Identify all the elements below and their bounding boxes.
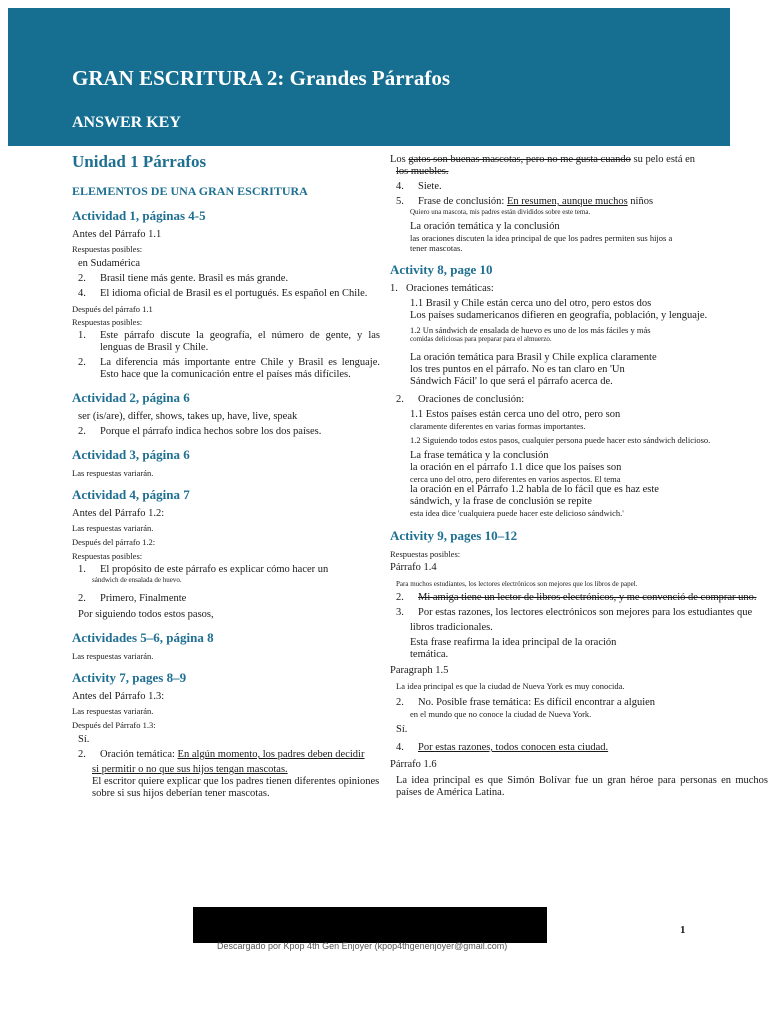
activities-5-6-heading: Actividades 5–6, página 8 [72,630,214,645]
answer-item: 2. Porque el párrafo indica hechos sobre los dos países. [78,426,322,437]
answer-line: Quiero una mascota, mis padres están divididos sobre este tema. [410,208,591,216]
left-column [72,152,380,800]
answer-item: 1. El propósito de este párrafo es explicar cómo hacer un [78,564,329,575]
answer-item: 4. Siete. [396,181,442,192]
answer-item: 2. Mi amiga tiene un lector de libros electrónicos, y me convenció de comprar uno. [396,592,757,603]
possible-answers-label: Respuestas posibles: [72,551,143,561]
answer-item: 2. La diferencia más importante entre Chile y Brasil es lenguaje. Esto hace que la comunicación entre el países más difíciles. [78,357,380,380]
activity-4-heading: Actividad 4, página 7 [72,487,190,502]
answer-line: claramente diferentes en varias formas importantes. [410,421,586,431]
answer-item: 3. Por estas razones, los lectores electrónicos son mejores para los estudiantes que [396,607,753,618]
activity-3-heading: Actividad 3, página 6 [72,447,190,462]
answer-line: 1.1 Brasil y Chile están cerca uno del otro, pero estos dos [410,298,652,309]
answer-item: 2. No. Posible frase temática: Es difícil encontrar a alguien [396,697,656,708]
possible-answers-label: Respuestas posibles: [72,244,143,254]
answer-line: Sí. [396,724,408,735]
answer-line: libros tradicionales. [410,622,493,633]
answer-line: Los países sudamericanos difieren en geografía, población, y lenguaje. [410,310,708,321]
answer-item: 2. Primero, Finalmente [78,593,187,604]
answer-line: en Sudamérica [78,258,141,269]
activity-2-heading: Actividad 2, página 6 [72,390,190,405]
activity-1-heading: Actividad 1, páginas 4-5 [72,208,206,223]
answer-line: Por siguiendo todos estos pasos, [78,609,214,620]
possible-answers-label: Respuestas posibles: [390,549,461,559]
after-paragraph-1-2: Después del párrafo 1.2: [72,537,156,547]
answer-line: si permitir o no que sus hijos tengan mascotas. [92,764,288,775]
right-column [390,154,768,799]
answer-line: las oraciones discuten la idea principal de que los padres permiten sus hijos a tener mascotas. [410,233,673,253]
paragraph-1-6-label: Párrafo 1.6 [390,759,437,770]
answer-line: en el mundo que no conoce la ciudad de Nueva York. [410,709,592,719]
answer-line: Las respuestas variarán. [72,523,154,533]
paragraph-1-5-label: Paragraph 1.5 [390,665,449,676]
after-paragraph-1-1: Después del párrafo 1.1 [72,304,153,314]
answer-line: La oración temática y la conclusión [410,221,560,232]
answer-line: Los gatos son buenas mascotas, pero no me gusta cuando su pelo está en [390,154,696,165]
answer-line: 1.2 Un sándwich de ensalada de huevo es uno de los más fáciles y más [410,325,651,335]
answer-line: esta idea dice 'cualquiera puede hacer este delicioso sándwich.' [410,508,624,518]
answer-line: Las respuestas variarán. [72,468,154,478]
answer-line: ser (is/are), differ, shows, takes up, have, live, speak [78,411,298,422]
answer-paragraph: La oración temática para Brasil y Chile explica claramente los tres puntos en el párrafo. No es tan claro en 'Un Sándwich Fácil' lo que será el párrafo acerca de. [410,352,657,387]
answer-item: 2. Oración temática: En algún momento, los padres deben decidir [78,749,365,760]
answer-item: 2. Oraciones de conclusión: [396,394,525,405]
document-title: GRAN ESCRITURA 2: Grandes Párrafos [72,66,450,90]
redaction-bar [193,907,547,943]
answer-line: Las respuestas variarán. [72,706,154,716]
answer-line: sándwich de ensalada de huevo. [92,576,182,584]
answer-line: Esta frase reafirma la idea principal de la oración temática. [410,637,617,660]
page-number: 1 [680,924,686,936]
paragraph-1-4-label: Párrafo 1.4 [390,562,437,573]
answer-line: 1.2 Siguiendo todos estos pasos, cualquier persona puede hacer esto sándwich delicioso. [410,435,711,445]
answer-item: 4. Por estas razones, todos conocen esta ciudad. [396,742,609,753]
answer-line: la oración en el Párrafo 1.2 habla de lo fácil que es haz este sándwich, y la frase de conclusión se repite [410,484,659,507]
answer-line: comidas deliciosas para preparar para el almuerzo. [410,335,552,343]
answer-line: Las respuestas variarán. [72,651,154,661]
answer-line: Para muchos estudiantes, los lectores electrónicos son mejores que los libros de papel. [396,580,638,588]
section-heading: ELEMENTOS DE UNA GRAN ESCRITURA [72,184,308,198]
answer-line: la oración en el párrafo 1.1 dice que los países son [410,462,622,473]
before-paragraph-1-3: Antes del Párrafo 1.3: [72,691,165,702]
before-paragraph-1-2: Antes del Párrafo 1.2: [72,508,165,519]
document-subtitle: ANSWER KEY [72,114,181,131]
possible-answers-label: Respuestas posibles: [72,317,143,327]
unit-heading: Unidad 1 Párrafos [72,152,207,171]
answer-line: 1.1 Estos países están cerca uno del otro, pero son [410,409,621,420]
after-paragraph-1-3: Después del Párrafo 1.3: [72,720,156,730]
answer-item: 1. Oraciones temáticas: [390,283,494,294]
activity-8-heading: Activity 8, page 10 [390,262,493,277]
download-footer: Descargado por Kpop 4th Gen Enjoyer (kpop4thgenenjoyer@gmail.com) [217,941,508,951]
answer-item: 4. El idioma oficial de Brasil es el portugués. Es español en Chile. [78,288,368,299]
answer-item: 1. Este párrafo discute la geografía, el número de gente, y las lenguas de Brasil y Chile. [78,330,380,353]
answer-line: Sí. [78,734,90,745]
header-banner [8,8,730,146]
answer-item: 2. Brasil tiene más gente. Brasil es más grande. [78,273,289,284]
answer-line: La idea principal es que Simón Bolívar fue un gran héroe para personas en muchos países de América Latina. [396,775,768,798]
before-paragraph-1-1: Antes del Párrafo 1.1 [72,229,162,240]
answer-item: 5. Frase de conclusión: En resumen, aunque muchos niños [396,196,654,207]
answer-line: La idea principal es que la ciudad de Nueva York es muy conocida. [396,681,625,691]
activity-9-heading: Activity 9, pages 10–12 [390,528,518,543]
activity-7-heading: Activity 7, pages 8–9 [72,670,187,685]
answer-line: La frase temática y la conclusión [410,450,549,461]
answer-line: El escritor quiere explicar que los padres tienen diferentes opiniones sobre si sus hijos deberían tener mascotas. [92,776,380,799]
answer-line: los muebles. [396,166,449,177]
answer-line: cerca uno del otro, pero diferentes en varios aspectos. El tema [410,474,621,484]
